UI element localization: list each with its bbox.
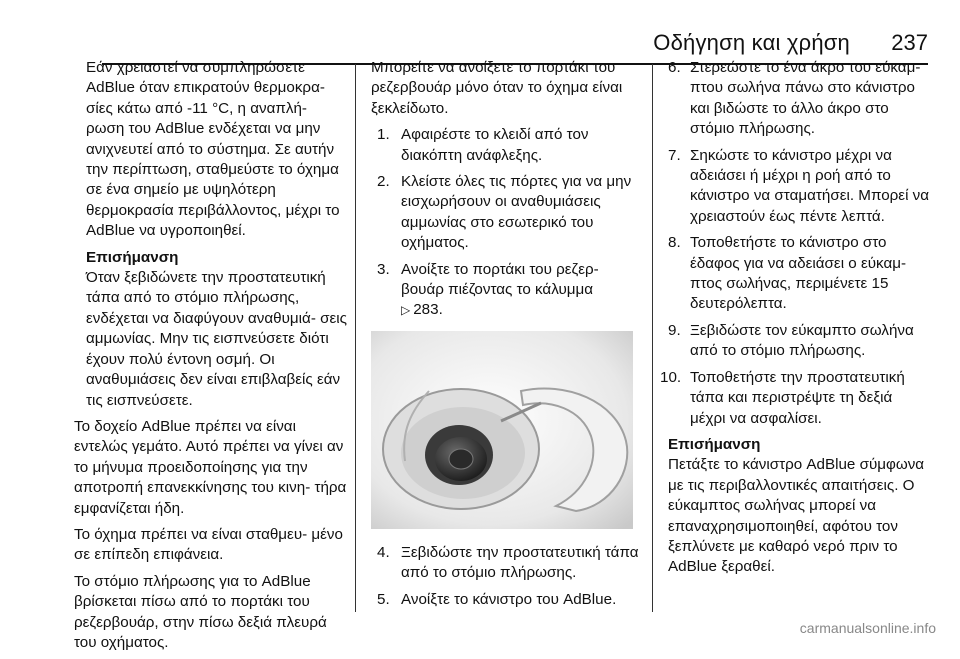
step-list bbox=[371, 543, 639, 610]
list-item bbox=[668, 321, 930, 362]
note-title: Επισήμανση bbox=[86, 248, 179, 266]
paragraph: Εάν χρειαστεί να συμπληρώσετε AdBlue όταν επικρατούν θερμοκρα- σίες κάτω από -11 °C, η αναπλή- ρωση του AdBlue ενδέχεται να μην ανιχνευτεί από το σύστημα. Σε αυτήν την περίπτωση, σταθμεύστε το όχημα σε ένα σημείο με υψηλότερη θερμοκρασία περιβάλλοντος, μέχρι το AdBlue να υγροποιηθεί. bbox=[86, 59, 340, 240]
step-text: Ξεβιδώστε την προστατευτική τάπα από το στόμιο πλήρωσης. bbox=[401, 543, 639, 582]
paragraph: Το δοχείο AdBlue πρέπει να είναι εντελώς γεμάτο. Αυτό πρέπει να γίνει αν το μήνυμα προειδοποίησης για την αποτροπή επανεκκίνησης του κινη- τήρα εμφανίζεται ήδη. bbox=[74, 417, 347, 517]
step-number: 6. bbox=[668, 59, 681, 76]
step-text: Κλείστε όλες τις πόρτες για να μην εισχωρήσουν οι αναθυμιάσεις αμμωνίας στο εσωτερικό του οχήματος. bbox=[401, 173, 632, 252]
step-text: Ανοίξτε το πορτάκι του ρεζερ- βουάρ πιέζοντας το κάλυμμα bbox=[401, 260, 599, 299]
list-item bbox=[371, 260, 639, 321]
step-number: 2. bbox=[377, 173, 390, 191]
page-number: 237 bbox=[891, 30, 928, 55]
fuel-filler-photo bbox=[371, 331, 633, 529]
note-box bbox=[668, 435, 930, 578]
step-text: Σηκώστε το κάνιστρο μέχρι να αδειάσει ή μέχρι η ροή από το κάνιστρο να σταματήσει. Μπορεί να χρειαστούν έως πέντε λεπτά. bbox=[690, 146, 930, 225]
step-number: 7. bbox=[668, 146, 681, 164]
column-right bbox=[660, 58, 930, 584]
list-item bbox=[668, 233, 930, 315]
step-number: 5. bbox=[377, 590, 390, 608]
watermark: carmanualsonline.info bbox=[799, 620, 936, 636]
step-number: 3. bbox=[377, 260, 390, 278]
list-item bbox=[371, 543, 639, 584]
page-reference-link[interactable]: 283. bbox=[413, 301, 443, 319]
list-item bbox=[371, 172, 639, 254]
step-text: Ξεβιδώστε τον εύκαμπτο σωλήνα από το στόμιο πλήρωσης. bbox=[690, 321, 914, 360]
paragraph: Το στόμιο πλήρωσης για το AdBlue βρίσκεται πίσω από το πορτάκι του ρεζερβουάρ, στην πίσω δεξιά πλευρά του οχήματος. bbox=[74, 572, 327, 651]
note-title: Επισήμανση bbox=[668, 435, 761, 453]
step-text: Στερεώστε το ένα άκρο του εύκαμ- πτου σωλήνα πάνω στο κάνιστρο και βιδώστε το άλλο άκρο στο στόμιο πλήρωσης. bbox=[690, 59, 921, 138]
step-text: Αφαιρέστε το κλειδί από τον διακόπτη ανάφλεξης. bbox=[401, 126, 589, 164]
step-number: 8. bbox=[668, 234, 681, 252]
list-item bbox=[371, 125, 639, 166]
page-reference-icon: ▷ bbox=[401, 303, 411, 318]
note-text: Όταν ξεβιδώνετε την προστατευτική τάπα από το στόμιο πλήρωσης, ενδέχεται να διαφύγουν αναθυμιά- σεις αμμωνίας. Μην τις εισπνεύσετε διότι έχουν πολύ έντονη οσμή. Οι αναθυμιάσεις δεν είναι επιβλαβείς εάν τις εισπνεύσετε. bbox=[86, 269, 347, 409]
step-list bbox=[371, 125, 639, 321]
step-number: 10. bbox=[660, 368, 682, 386]
step-text: Τοποθετήστε το κάνιστρο στο έδαφος για να αδειάσει ο εύκαμ- πτος σωλήνας, περιμένετε 15 δευτερόλεπτα. bbox=[690, 234, 907, 313]
column-left bbox=[74, 58, 349, 659]
paragraph: Μπορείτε να ανοίξετε το πορτάκι του ρεζερβουάρ μόνο όταν το όχημα είναι ξεκλείδωτο. bbox=[371, 59, 623, 117]
step-number: 4. bbox=[377, 543, 390, 561]
list-item bbox=[371, 590, 639, 610]
list-item bbox=[660, 368, 930, 429]
column-middle bbox=[371, 58, 639, 616]
list-item bbox=[668, 58, 930, 140]
step-number: 1. bbox=[377, 126, 390, 144]
step-number: 9. bbox=[668, 321, 681, 339]
note-box bbox=[74, 248, 349, 411]
step-text: Ανοίξτε το κάνιστρο του AdBlue. bbox=[401, 590, 617, 608]
section-title: Οδήγηση και χρήση bbox=[653, 30, 850, 55]
note-text: Πετάξτε το κάνιστρο AdBlue σύμφωνα με τις περιβαλλοντικές απαιτήσεις. Ο εύκαμπτος σωλήνας μπορεί να επαναχρησιμοποιηθεί, αφότου τον ξεπλύνετε με καθαρό νερό πριν το AdBlue ξεραθεί. bbox=[668, 456, 925, 576]
list-item bbox=[668, 146, 930, 228]
column-divider bbox=[652, 64, 653, 612]
paragraph: Το όχημα πρέπει να είναι σταθμευ- μένο σε επίπεδη επιφάνεια. bbox=[74, 525, 343, 564]
step-list bbox=[660, 58, 930, 429]
column-divider bbox=[355, 64, 356, 612]
step-text: Τοποθετήστε την προστατευτική τάπα και περιστρέψτε τη δεξιά μέχρι να ασφαλίσει. bbox=[690, 368, 905, 427]
